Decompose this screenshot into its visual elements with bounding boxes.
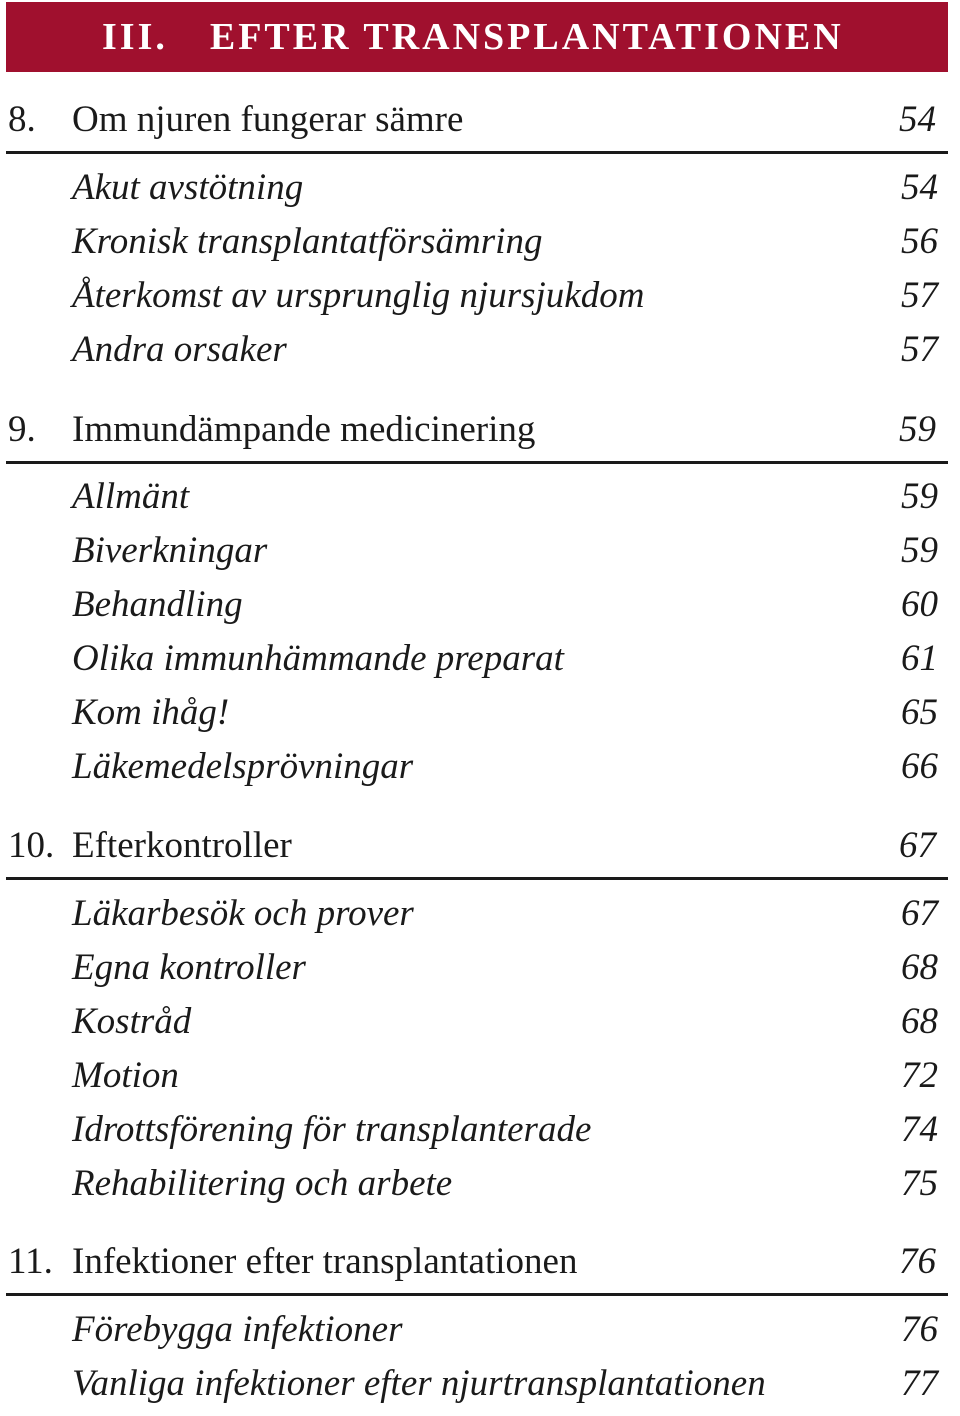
- entry-page: 61: [901, 638, 938, 679]
- chapter-number: 10.: [8, 825, 55, 866]
- toc-entry[interactable]: [72, 946, 938, 1000]
- chapter-number: 8.: [8, 99, 36, 140]
- chapter-page: 54: [899, 99, 936, 140]
- chapter-number: 11.: [8, 1241, 53, 1282]
- toc-entry[interactable]: [72, 1000, 938, 1054]
- entry-title: Kostråd: [72, 1001, 192, 1042]
- entry-title: Allmänt: [72, 476, 190, 517]
- entry-page: 60: [901, 584, 938, 625]
- toc-entry[interactable]: [72, 274, 938, 328]
- toc-entry[interactable]: [72, 1054, 938, 1108]
- entry-page: 65: [901, 692, 938, 733]
- chapter-page: 76: [899, 1241, 936, 1282]
- part-banner: [6, 2, 948, 72]
- entry-title: Biverkningar: [72, 530, 268, 571]
- part-number: III.: [102, 16, 168, 58]
- toc-entry[interactable]: [72, 745, 938, 799]
- entry-page: 54: [901, 167, 938, 208]
- entry-page: 68: [901, 947, 938, 988]
- entry-title: Motion: [72, 1055, 179, 1096]
- entry-title: Återkomst av ursprunglig njursjukdom: [72, 275, 645, 316]
- entry-page: 76: [901, 1309, 938, 1350]
- entry-page: 57: [901, 275, 938, 316]
- toc-chapter-9[interactable]: [6, 404, 948, 464]
- toc-entry[interactable]: [72, 1108, 938, 1162]
- entry-page: 75: [901, 1163, 938, 1204]
- toc-entry[interactable]: [72, 583, 938, 637]
- entry-title: Olika immunhämmande preparat: [72, 638, 564, 679]
- entry-page: 56: [901, 221, 938, 262]
- toc-entry[interactable]: [72, 1362, 938, 1416]
- chapter-title: Infektioner efter transplantationen: [72, 1241, 578, 1282]
- toc-chapter-10[interactable]: [6, 820, 948, 880]
- toc-entry[interactable]: [72, 475, 938, 529]
- toc-entry[interactable]: [72, 637, 938, 691]
- chapter-title: Immundämpande medicinering: [72, 409, 536, 450]
- entry-page: 74: [901, 1109, 938, 1150]
- toc-entry[interactable]: [72, 166, 938, 220]
- entry-page: 66: [901, 746, 938, 787]
- toc-chapter-8[interactable]: [6, 94, 948, 154]
- entry-title: Idrottsförening för transplanterade: [72, 1109, 592, 1150]
- entry-title: Rehabilitering och arbete: [72, 1163, 453, 1204]
- toc-chapter-11[interactable]: [6, 1236, 948, 1296]
- toc-entry[interactable]: [72, 1308, 938, 1362]
- entry-title: Vanliga infektioner efter njurtransplantationen: [72, 1363, 766, 1404]
- chapter-title: Om njuren fungerar sämre: [72, 99, 464, 140]
- entry-page: 72: [901, 1055, 938, 1096]
- toc-entry[interactable]: [72, 691, 938, 745]
- chapter-page: 67: [899, 825, 936, 866]
- entry-page: 57: [901, 329, 938, 370]
- entry-title: Kronisk transplantatförsämring: [72, 221, 543, 262]
- entry-title: Behandling: [72, 584, 243, 625]
- entry-page: 77: [901, 1363, 938, 1404]
- part-title: EFTER TRANSPLANTATIONEN: [209, 16, 844, 58]
- entry-title: Läkemedelsprövningar: [72, 746, 414, 787]
- entry-title: Akut avstötning: [72, 167, 304, 208]
- entry-page: 67: [901, 893, 938, 934]
- entry-title: Andra orsaker: [72, 329, 287, 370]
- toc-entry[interactable]: [72, 220, 938, 274]
- entry-title: Läkarbesök och prover: [72, 893, 414, 934]
- toc-entry[interactable]: [72, 529, 938, 583]
- chapter-number: 9.: [8, 409, 36, 450]
- entry-page: 59: [901, 476, 938, 517]
- entry-title: Förebygga infektioner: [72, 1309, 403, 1350]
- chapter-page: 59: [899, 409, 936, 450]
- toc-entry[interactable]: [72, 1162, 938, 1216]
- toc-entry[interactable]: [72, 892, 938, 946]
- chapter-title: Efterkontroller: [72, 825, 292, 866]
- entry-title: Kom ihåg!: [72, 692, 230, 733]
- toc-entry[interactable]: [72, 328, 938, 382]
- entry-page: 68: [901, 1001, 938, 1042]
- entry-page: 59: [901, 530, 938, 571]
- entry-title: Egna kontroller: [72, 947, 306, 988]
